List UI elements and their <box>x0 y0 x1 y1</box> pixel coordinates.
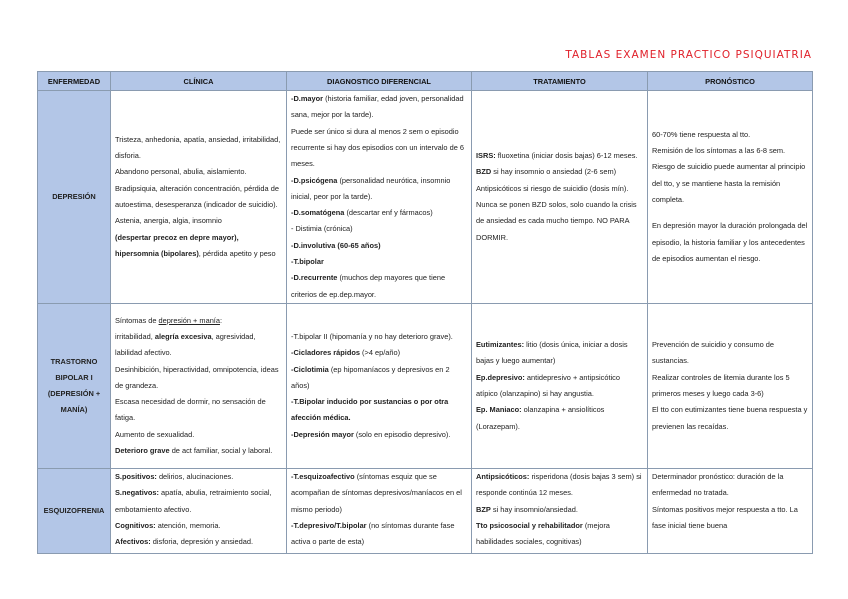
text: antidepresivo + antipsicótico atípico (olanzapino) si hay angustia. <box>476 372 620 398</box>
text-line <box>115 329 282 362</box>
text-line: Determinador pronóstico: duración de la enfermedad no tratada. <box>652 472 784 498</box>
bold-text: -T.esquizoafectivo <box>291 472 355 481</box>
disease-cell <box>38 304 111 469</box>
text: (ep hipomaníacos y depresivos en 2 años) <box>291 364 450 390</box>
text-line: BIPOLAR I <box>55 373 93 382</box>
text-line: Antipsicóticos si riesgo de suicidio (dosis mín). <box>476 183 629 193</box>
text-line <box>115 469 282 485</box>
text-line <box>291 254 467 270</box>
bold-text: -D.mayor <box>291 94 324 104</box>
text-line <box>476 469 643 502</box>
text: : <box>219 315 223 325</box>
text-line: Bradipsiquia, alteración concentración, pérdida de autoestima, desesperanza (indicador de suicidio). <box>115 183 279 209</box>
bold-text: alegría excesiva <box>154 331 212 341</box>
tto-cell <box>472 469 648 554</box>
text: de act familiar, social y laboral. <box>169 446 273 456</box>
text: litio (dosis única, iniciar a dosis bajas y luego aumentar) <box>476 340 628 366</box>
text-line <box>291 238 467 254</box>
text-line <box>476 148 643 164</box>
text-line: El tto con eutimizantes tiene buena respuesta y previenen las recaídas. <box>652 405 808 431</box>
text-line <box>476 337 643 370</box>
text-line <box>476 402 643 435</box>
text: , pérdida apetito y peso <box>198 248 276 258</box>
bold-text: Tto psicosocial y rehabilitador <box>476 520 583 530</box>
bold-text: Deterioro grave <box>115 446 170 456</box>
text-line: Puede ser único si dura al menos 2 sem o episodio recurrente si hay dos episodios con un intervalo de 6 meses. <box>291 126 464 169</box>
tto-cell <box>472 91 648 304</box>
text-line: Tristeza, anhedonia, apatía, ansiedad, irritabilidad, disforia. <box>115 134 281 161</box>
bold-text: -D.somatógena <box>291 208 345 218</box>
prono-cell <box>648 91 813 304</box>
text-line <box>291 469 467 518</box>
text-line <box>115 443 282 459</box>
clinica-cell <box>111 304 287 469</box>
text-line: MANÍA) <box>60 405 88 414</box>
text: si hay insomnio o ansiedad (2-6 sem) <box>491 167 617 177</box>
header-tratamiento: TRATAMIENTO <box>472 72 648 91</box>
text: (>4 ep/año) <box>360 348 401 358</box>
bold-text: -T.Bipolar inducido por sustancias o por otra afección médica. <box>291 397 449 423</box>
text: fluoxetina (iniciar dosis bajas) 6-12 meses. <box>495 151 638 161</box>
text-line: Desinhibición, hiperactividad, omnipotencia, ideas de grandeza. <box>115 364 279 390</box>
text-line <box>476 164 643 180</box>
bold-text: BZD <box>476 167 492 177</box>
text: (muchos dep mayores que tiene criterios de ep.dep.mayor. <box>291 273 446 299</box>
text: (no síntomas durante fase activa o parte de esta) <box>291 520 455 547</box>
text-line: Realizar controles de litemia durante los 5 primeros meses y luego cada 3-6) <box>652 372 790 398</box>
bold-text: S.positivos: <box>115 472 157 481</box>
underlined-text: depresión + manía <box>158 315 220 325</box>
text-line <box>291 345 467 361</box>
text: delirios, alucinaciones. <box>156 472 234 481</box>
bold-text: Antipsicóticos: <box>476 472 530 481</box>
text-line: TRASTORNO <box>50 357 98 366</box>
dx-cell <box>287 304 472 469</box>
psychiatry-table <box>37 71 813 554</box>
text: , agresividad, labilidad afectivo. <box>115 331 256 358</box>
text: risperidona (dosis bajas 3 sem) si responde continúa 12 meses. <box>476 472 642 498</box>
text: (historia familiar, edad joven, personalidad sana, mejor por la tarde). <box>291 94 464 120</box>
bold-text: -Ciclotimia <box>291 364 329 374</box>
bold-text: Ep.depresivo: <box>476 372 525 382</box>
text-line: - Distimia (crónica) <box>291 224 353 234</box>
bold-text: (despertar precoz en depre mayor), hipersomnia (bipolares) <box>115 232 239 258</box>
bold-text: -T.bipolar <box>291 257 324 267</box>
text-line <box>291 518 467 551</box>
text-line <box>115 534 282 550</box>
bold-text: S.negativos: <box>115 488 159 498</box>
text: irritabilidad, <box>115 331 155 341</box>
spacer <box>652 208 808 218</box>
text-line: 60-70% tiene respuesta al tto. <box>652 129 751 139</box>
bold-text: Cognitivos: <box>115 520 156 530</box>
bold-text: ISRS: <box>476 151 496 161</box>
bold-text: Eutimizantes: <box>476 340 525 350</box>
header-clinica: CLÍNICA <box>111 72 287 91</box>
header-enfermedad: ENFERMEDAD <box>38 72 111 91</box>
text-line <box>291 173 467 206</box>
table-row-bipolar <box>38 304 813 469</box>
header-row <box>38 72 813 91</box>
text-line <box>291 270 467 303</box>
header-diagnostico: DIAGNOSTICO DIFERENCIAL <box>287 72 472 91</box>
text-line <box>291 394 467 427</box>
text: (descartar enf y fármacos) <box>344 208 433 218</box>
text-line: -T.bipolar II (hipomanía y no hay deterioro grave). <box>291 331 453 341</box>
document-title: TABLAS EXAMEN PRACTICO PSIQUIATRIA <box>565 49 812 61</box>
text: Síntomas de <box>115 315 159 325</box>
text-line <box>476 502 643 518</box>
text-line <box>291 427 467 443</box>
text-line <box>291 91 467 124</box>
table-row-esquizofrenia <box>38 469 813 554</box>
text-line: En depresión mayor la duración prolongada del episodio, la historia familiar y los antecedentes de episodios aumentan el riesgo. <box>652 221 808 263</box>
text-line: Prevención de suicidio y consumo de sustancias. <box>652 340 775 366</box>
tto-cell <box>472 304 648 469</box>
text-line <box>115 313 282 329</box>
bold-text: -D.involutiva (60-65 años) <box>291 240 381 250</box>
text-line <box>291 205 467 221</box>
text: atención, memoria. <box>155 520 221 530</box>
text: (solo en episodio depresivo). <box>353 429 451 439</box>
dx-cell <box>287 91 472 304</box>
table-row-depresion <box>38 91 813 304</box>
bold-text: BZP <box>476 504 491 514</box>
bold-text: -T.depresivo/T.bipolar <box>291 520 367 530</box>
header-pronostico: PRONÓSTICO <box>648 72 813 91</box>
disease-cell: DEPRESIÓN <box>38 91 111 304</box>
text-line: Abandono personal, abulia, aislamiento. <box>115 167 247 177</box>
text-line <box>476 518 643 551</box>
prono-cell <box>648 469 813 554</box>
text-line: Remisión de los síntomas a las 6-8 sem. <box>652 146 786 156</box>
text-line <box>476 370 643 403</box>
text-line: Síntomas positivos mejor respuesta a tto. La fase inicial tiene buena <box>652 504 798 530</box>
text: apatía, abulia, retraimiento social, embotamiento afectivo. <box>115 488 272 514</box>
dx-cell <box>287 469 472 554</box>
text-line: Riesgo de suicidio puede aumentar al principio del tto, y se mantiene hasta la remisión completa. <box>652 162 806 204</box>
prono-cell <box>648 304 813 469</box>
bold-text: -D.recurrente <box>291 273 338 283</box>
bold-text: Afectivos: <box>115 537 151 547</box>
text: (personalidad neurótica, insomnio inicial, peor por la tarde). <box>291 175 451 201</box>
text: (mejora habilidades sociales, cognitivas) <box>476 520 610 547</box>
text: disforia, depresión y ansiedad. <box>150 537 254 547</box>
text-line: Escasa necesidad de dormir, no sensación de fatiga. <box>115 397 266 423</box>
bold-text: -Depresión mayor <box>291 429 354 439</box>
bold-text: -Cicladores rápidos <box>291 348 360 358</box>
text-line: Aumento de sexualidad. <box>115 429 195 439</box>
text-line <box>115 230 282 263</box>
text-line <box>291 362 467 395</box>
text-line <box>115 485 282 518</box>
text-line: Nunca se ponen BZD solos, solo cuando la crisis de ansiedad es cada mucho tiempo. NO PARA DORMIR. <box>476 200 637 242</box>
clinica-cell <box>111 469 287 554</box>
bold-text: -D.psicógena <box>291 175 338 185</box>
text-line: Astenia, anergia, algia, insomnio <box>115 216 222 226</box>
clinica-cell <box>111 91 287 304</box>
text: (síntomas esquiz que se acompañan de síntomas depresivos/maníacos en el mismo periodo) <box>291 472 462 514</box>
text-line <box>115 518 282 534</box>
disease-cell: ESQUIZOFRENIA <box>38 469 111 554</box>
bold-text: Ep. Maniaco: <box>476 405 522 415</box>
text: olanzapina + ansiolíticos (Lorazepam). <box>476 405 605 431</box>
text-line: (DEPRESIÓN + <box>47 389 101 398</box>
text: si hay insomnio/ansiedad. <box>490 504 578 514</box>
